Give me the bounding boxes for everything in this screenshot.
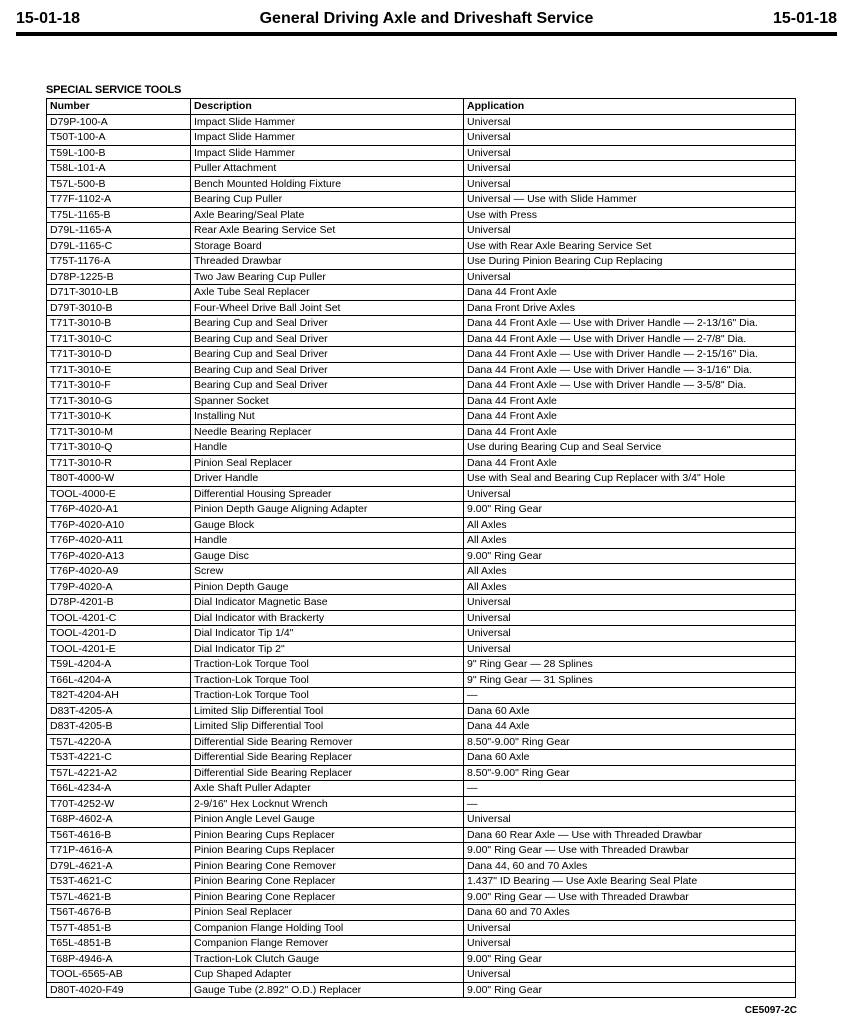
cell-number: D71T-3010-LB (47, 285, 191, 301)
table-body (47, 114, 796, 998)
table-row (47, 393, 796, 409)
cell-application: Dana 44 Front Axle — Use with Driver Handle — 2-13/16" Dia. (464, 316, 796, 332)
table-row (47, 316, 796, 332)
table-row (47, 936, 796, 952)
table-row (47, 889, 796, 905)
cell-number: T71T-3010-E (47, 362, 191, 378)
column-header-description: Description (191, 99, 464, 115)
cell-number: T71T-3010-D (47, 347, 191, 363)
cell-number: T58L-101-A (47, 161, 191, 177)
cell-application: All Axles (464, 579, 796, 595)
section-title: SPECIAL SERVICE TOOLS (46, 84, 182, 96)
table-row (47, 238, 796, 254)
cell-number: D83T-4205-B (47, 719, 191, 735)
table-row (47, 827, 796, 843)
cell-description: Dial Indicator Tip 1/4" (191, 626, 464, 642)
cell-application: Universal (464, 626, 796, 642)
page-header (16, 10, 837, 32)
table-row (47, 331, 796, 347)
cell-number: T68P-4946-A (47, 951, 191, 967)
table-row (47, 812, 796, 828)
cell-description: Differential Side Bearing Remover (191, 734, 464, 750)
table-row (47, 626, 796, 642)
table-row (47, 378, 796, 394)
table-row (47, 424, 796, 440)
cell-number: T76P-4020-A1 (47, 502, 191, 518)
cell-description: Axle Tube Seal Replacer (191, 285, 464, 301)
cell-description: Dial Indicator Magnetic Base (191, 595, 464, 611)
cell-application: Universal (464, 114, 796, 130)
cell-number: T71T-3010-G (47, 393, 191, 409)
cell-number: T71T-3010-K (47, 409, 191, 425)
cell-application: 9.00" Ring Gear (464, 502, 796, 518)
cell-description: Limited Slip Differential Tool (191, 719, 464, 735)
cell-number: T50T-100-A (47, 130, 191, 146)
cell-application: 8.50"-9.00" Ring Gear (464, 765, 796, 781)
table-row (47, 688, 796, 704)
cell-application: Use with Press (464, 207, 796, 223)
cell-application: All Axles (464, 517, 796, 533)
cell-application: Dana 44 Front Axle (464, 285, 796, 301)
cell-description: Screw (191, 564, 464, 580)
table-row (47, 703, 796, 719)
table-row (47, 254, 796, 270)
cell-application: Universal (464, 610, 796, 626)
cell-description: Pinion Bearing Cone Replacer (191, 874, 464, 890)
table-row (47, 192, 796, 208)
cell-application: Dana 44 Front Axle — Use with Driver Handle — 2-15/16" Dia. (464, 347, 796, 363)
table-row (47, 843, 796, 859)
page-number-left: 15-01-18 (16, 10, 81, 27)
cell-application: Universal (464, 641, 796, 657)
cell-number: T71T-3010-C (47, 331, 191, 347)
cell-number: D79P-100-A (47, 114, 191, 130)
cell-application: Dana Front Drive Axles (464, 300, 796, 316)
cell-application: Dana 44 Front Axle — Use with Driver Handle — 2-7/8" Dia. (464, 331, 796, 347)
cell-application: Dana 44 Axle (464, 719, 796, 735)
cell-application: — (464, 781, 796, 797)
cell-application: 9.00" Ring Gear — Use with Threaded Drawbar (464, 843, 796, 859)
cell-number: T59L-100-B (47, 145, 191, 161)
cell-number: T57T-4851-B (47, 920, 191, 936)
cell-number: T66L-4234-A (47, 781, 191, 797)
cell-application: Dana 44 Front Axle — Use with Driver Handle — 3-1/16" Dia. (464, 362, 796, 378)
cell-description: Companion Flange Remover (191, 936, 464, 952)
table-row (47, 223, 796, 239)
table-row (47, 641, 796, 657)
cell-description: Storage Board (191, 238, 464, 254)
table-row (47, 486, 796, 502)
cell-description: Cup Shaped Adapter (191, 967, 464, 983)
cell-description: Traction-Lok Torque Tool (191, 657, 464, 673)
table-row (47, 440, 796, 456)
cell-application: All Axles (464, 533, 796, 549)
cell-number: TOOL-4201-E (47, 641, 191, 657)
cell-description: Bench Mounted Holding Fixture (191, 176, 464, 192)
page-number-right: 15-01-18 (772, 10, 837, 27)
cell-description: Differential Side Bearing Replacer (191, 750, 464, 766)
cell-application: Dana 60 Axle (464, 750, 796, 766)
cell-description: Bearing Cup and Seal Driver (191, 331, 464, 347)
cell-description: Threaded Drawbar (191, 254, 464, 270)
cell-description: 2-9/16" Hex Locknut Wrench (191, 796, 464, 812)
cell-description: Bearing Cup and Seal Driver (191, 316, 464, 332)
table-row (47, 905, 796, 921)
cell-application: Dana 44 Front Axle (464, 455, 796, 471)
cell-number: T77F-1102-A (47, 192, 191, 208)
cell-number: TOOL-4201-C (47, 610, 191, 626)
cell-description: Differential Side Bearing Replacer (191, 765, 464, 781)
cell-number: T59L-4204-A (47, 657, 191, 673)
cell-number: T71T-3010-B (47, 316, 191, 332)
table-row (47, 533, 796, 549)
cell-number: T66L-4204-A (47, 672, 191, 688)
cell-application: 9" Ring Gear — 28 Splines (464, 657, 796, 673)
header-rule (16, 32, 837, 36)
cell-description: Puller Attachment (191, 161, 464, 177)
cell-description: Needle Bearing Replacer (191, 424, 464, 440)
cell-number: D78P-4201-B (47, 595, 191, 611)
cell-description: Axle Shaft Puller Adapter (191, 781, 464, 797)
cell-number: TOOL-4201-D (47, 626, 191, 642)
cell-number: T68P-4602-A (47, 812, 191, 828)
table-row (47, 207, 796, 223)
cell-description: Traction-Lok Clutch Gauge (191, 951, 464, 967)
table-row (47, 455, 796, 471)
cell-number: T75T-1176-A (47, 254, 191, 270)
cell-number: T71T-3010-Q (47, 440, 191, 456)
column-header-application: Application (464, 99, 796, 115)
cell-number: T70T-4252-W (47, 796, 191, 812)
table-row (47, 362, 796, 378)
cell-application: Use with Seal and Bearing Cup Replacer with 3/4" Hole (464, 471, 796, 487)
cell-number: T57L-4221-A2 (47, 765, 191, 781)
cell-number: T80T-4000-W (47, 471, 191, 487)
table-row (47, 750, 796, 766)
cell-number: T57L-4220-A (47, 734, 191, 750)
cell-number: T53T-4621-C (47, 874, 191, 890)
cell-number: T57L-4621-B (47, 889, 191, 905)
table-row (47, 564, 796, 580)
cell-number: T76P-4020-A9 (47, 564, 191, 580)
cell-description: Dial Indicator with Brackerty (191, 610, 464, 626)
table-row (47, 796, 796, 812)
cell-application: — (464, 688, 796, 704)
cell-application: Universal (464, 223, 796, 239)
cell-application: Dana 44 Front Axle (464, 424, 796, 440)
table-row (47, 858, 796, 874)
cell-number: T75L-1165-B (47, 207, 191, 223)
cell-number: T57L-500-B (47, 176, 191, 192)
cell-number: T53T-4221-C (47, 750, 191, 766)
cell-number: T71P-4616-A (47, 843, 191, 859)
table-row (47, 161, 796, 177)
cell-application: Dana 44 Front Axle (464, 409, 796, 425)
cell-description: Driver Handle (191, 471, 464, 487)
cell-number: T76P-4020-A11 (47, 533, 191, 549)
cell-description: Pinion Bearing Cone Remover (191, 858, 464, 874)
cell-description: Pinion Bearing Cups Replacer (191, 843, 464, 859)
table-row (47, 920, 796, 936)
cell-application: Universal — Use with Slide Hammer (464, 192, 796, 208)
cell-description: Bearing Cup and Seal Driver (191, 347, 464, 363)
cell-application: Universal (464, 486, 796, 502)
cell-application: Dana 60 and 70 Axles (464, 905, 796, 921)
table-row (47, 114, 796, 130)
cell-number: T82T-4204-AH (47, 688, 191, 704)
table-row (47, 781, 796, 797)
cell-number: TOOL-6565-AB (47, 967, 191, 983)
cell-description: Four-Wheel Drive Ball Joint Set (191, 300, 464, 316)
cell-description: Bearing Cup and Seal Driver (191, 362, 464, 378)
table-row (47, 657, 796, 673)
table-row (47, 347, 796, 363)
cell-application: Use with Rear Axle Bearing Service Set (464, 238, 796, 254)
cell-application: Universal (464, 967, 796, 983)
cell-application: Use during Bearing Cup and Seal Service (464, 440, 796, 456)
cell-description: Gauge Disc (191, 548, 464, 564)
cell-description: Handle (191, 440, 464, 456)
cell-application: Use During Pinion Bearing Cup Replacing (464, 254, 796, 270)
table-row (47, 734, 796, 750)
cell-application: 8.50"-9.00" Ring Gear (464, 734, 796, 750)
cell-description: Axle Bearing/Seal Plate (191, 207, 464, 223)
cell-number: D79L-4621-A (47, 858, 191, 874)
cell-description: Spanner Socket (191, 393, 464, 409)
cell-description: Bearing Cup and Seal Driver (191, 378, 464, 394)
cell-number: T76P-4020-A10 (47, 517, 191, 533)
table-row (47, 548, 796, 564)
cell-description: Pinion Bearing Cone Replacer (191, 889, 464, 905)
table-row (47, 130, 796, 146)
table-row (47, 765, 796, 781)
cell-application: 9.00" Ring Gear — Use with Threaded Drawbar (464, 889, 796, 905)
cell-number: T71T-3010-F (47, 378, 191, 394)
cell-application: Universal (464, 269, 796, 285)
cell-application: Dana 60 Axle (464, 703, 796, 719)
cell-number: T76P-4020-A13 (47, 548, 191, 564)
table-row (47, 951, 796, 967)
cell-number: T56T-4676-B (47, 905, 191, 921)
cell-description: Pinion Bearing Cups Replacer (191, 827, 464, 843)
table-row (47, 269, 796, 285)
cell-application: Universal (464, 936, 796, 952)
table-row (47, 176, 796, 192)
cell-description: Pinion Depth Gauge Aligning Adapter (191, 502, 464, 518)
cell-number: D79L-1165-A (47, 223, 191, 239)
cell-number: D80T-4020-F49 (47, 982, 191, 998)
table-row (47, 579, 796, 595)
cell-application: Universal (464, 595, 796, 611)
table-row (47, 409, 796, 425)
cell-number: T71T-3010-M (47, 424, 191, 440)
cell-description: Traction-Lok Torque Tool (191, 688, 464, 704)
cell-description: Two Jaw Bearing Cup Puller (191, 269, 464, 285)
cell-application: Universal (464, 176, 796, 192)
cell-application: Universal (464, 812, 796, 828)
table-row (47, 874, 796, 890)
cell-description: Impact Slide Hammer (191, 130, 464, 146)
table-row (47, 610, 796, 626)
cell-application: Universal (464, 161, 796, 177)
cell-description: Dial Indicator Tip 2" (191, 641, 464, 657)
cell-description: Pinion Angle Level Gauge (191, 812, 464, 828)
cell-application: Universal (464, 920, 796, 936)
cell-application: 9.00" Ring Gear (464, 982, 796, 998)
table-row (47, 719, 796, 735)
cell-description: Rear Axle Bearing Service Set (191, 223, 464, 239)
cell-number: D79T-3010-B (47, 300, 191, 316)
table-row (47, 967, 796, 983)
cell-application: 9" Ring Gear — 31 Splines (464, 672, 796, 688)
cell-description: Limited Slip Differential Tool (191, 703, 464, 719)
cell-application: 9.00" Ring Gear (464, 548, 796, 564)
table-row (47, 502, 796, 518)
cell-description: Gauge Tube (2.892" O.D.) Replacer (191, 982, 464, 998)
cell-number: T56T-4616-B (47, 827, 191, 843)
cell-description: Pinion Seal Replacer (191, 905, 464, 921)
cell-number: D83T-4205-A (47, 703, 191, 719)
cell-application: 1.437" ID Bearing — Use Axle Bearing Seal Plate (464, 874, 796, 890)
cell-application: 9.00" Ring Gear (464, 951, 796, 967)
table-row (47, 300, 796, 316)
cell-application: Dana 44, 60 and 70 Axles (464, 858, 796, 874)
cell-description: Companion Flange Holding Tool (191, 920, 464, 936)
table-row (47, 471, 796, 487)
special-service-tools-table (46, 98, 796, 998)
cell-description: Handle (191, 533, 464, 549)
cell-description: Differential Housing Spreader (191, 486, 464, 502)
cell-number: T65L-4851-B (47, 936, 191, 952)
cell-application: Dana 44 Front Axle (464, 393, 796, 409)
cell-number: TOOL-4000-E (47, 486, 191, 502)
cell-description: Traction-Lok Torque Tool (191, 672, 464, 688)
table-row (47, 672, 796, 688)
figure-code: CE5097-2C (744, 1005, 797, 1016)
cell-application: Dana 60 Rear Axle — Use with Threaded Drawbar (464, 827, 796, 843)
table-header-row (47, 99, 796, 115)
cell-description: Pinion Seal Replacer (191, 455, 464, 471)
cell-description: Impact Slide Hammer (191, 114, 464, 130)
cell-application: Universal (464, 130, 796, 146)
cell-description: Bearing Cup Puller (191, 192, 464, 208)
table-row (47, 145, 796, 161)
cell-description: Impact Slide Hammer (191, 145, 464, 161)
table-row (47, 982, 796, 998)
table-row (47, 595, 796, 611)
cell-application: Dana 44 Front Axle — Use with Driver Handle — 3-5/8" Dia. (464, 378, 796, 394)
cell-application: — (464, 796, 796, 812)
cell-application: All Axles (464, 564, 796, 580)
cell-description: Installing Nut (191, 409, 464, 425)
cell-number: D78P-1225-B (47, 269, 191, 285)
cell-description: Pinion Depth Gauge (191, 579, 464, 595)
cell-application: Universal (464, 145, 796, 161)
page-title: General Driving Axle and Driveshaft Service (259, 10, 594, 27)
cell-number: T79P-4020-A (47, 579, 191, 595)
table-row (47, 285, 796, 301)
cell-number: T71T-3010-R (47, 455, 191, 471)
table-row (47, 517, 796, 533)
cell-description: Gauge Block (191, 517, 464, 533)
cell-number: D79L-1165-C (47, 238, 191, 254)
column-header-number: Number (47, 99, 191, 115)
